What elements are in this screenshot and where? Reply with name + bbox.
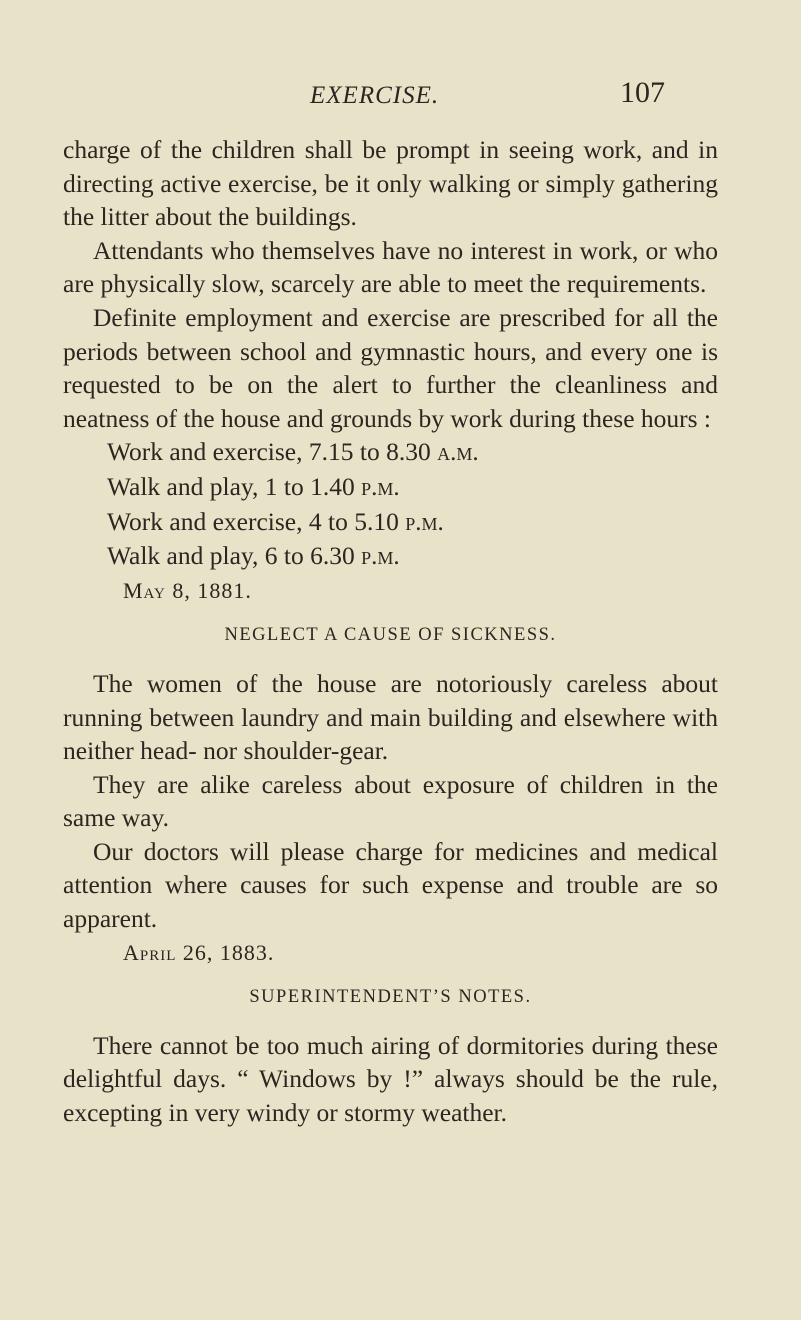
paragraph-continuation: charge of the children shall be prompt in seeing work, and in directing active exercise, be it only walking or simply gathering the litter about the buildings. (63, 135, 718, 232)
section-heading: SUPERINTENDENT’S NOTES. (249, 987, 532, 1008)
schedule-item: Walk and play, 6 to 6.30 p.m. (107, 541, 400, 571)
body-text (63, 133, 718, 1130)
schedule-item: Work and exercise, 7.15 to 8.30 a.m. (107, 437, 479, 467)
paragraph: Definite employment and exercise are prescribed for all the periods between school and gymnastic hours, and every one is requested to be on the alert to further the cleanliness and neatness of the house and grounds by work during these hours : (63, 302, 718, 433)
paragraph: Attendants who themselves have no interest in work, or who are physically slow, scarcely are able to meet the requirements. (63, 235, 718, 299)
schedule-item: Walk and play, 1 to 1.40 p.m. (107, 471, 400, 501)
paragraph: There cannot be too much airing of dormitories during these delightful days. “ Windows by !” always should be the rule, excepting in very windy or stormy weather. (63, 1030, 718, 1128)
running-head: EXERCISE. (310, 82, 440, 109)
date-line: April 26, 1883. (123, 939, 275, 965)
page-number: 107 (620, 76, 665, 109)
paragraph: They are alike careless about exposure of children in the same way. (63, 769, 718, 833)
paragraph: The women of the house are notoriously careless about running between laundry and main building and elsewhere with neither head- nor shoulder-gear. (63, 668, 718, 766)
date-line: May 8, 1881. (123, 577, 252, 603)
section-heading: NEGLECT A CAUSE OF SICKNESS. (224, 625, 557, 646)
paragraph: Our doctors will please charge for medicines and medical attention where causes for such expense and trouble are so apparent. (63, 836, 718, 934)
schedule-item: Work and exercise, 4 to 5.10 p.m. (107, 506, 444, 536)
page-header (0, 76, 801, 116)
